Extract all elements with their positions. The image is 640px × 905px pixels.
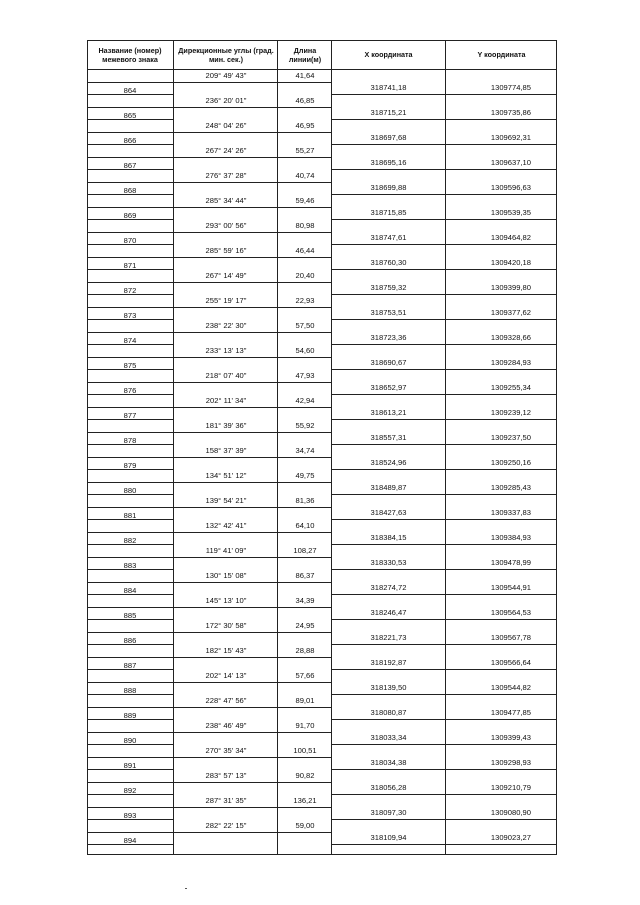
point-x-coordinate: 318695,16 xyxy=(370,157,407,167)
point-y-coordinate: 1309420,18 xyxy=(490,257,531,267)
segment-angle: 134° 51' 12" xyxy=(205,471,247,480)
row-divider xyxy=(173,407,331,408)
row-divider xyxy=(87,644,173,645)
row-divider xyxy=(173,432,331,433)
segment-length: 100,51 xyxy=(293,746,317,755)
row-divider xyxy=(87,807,173,808)
segment-length: 24,95 xyxy=(295,621,315,630)
segment-length: 46,95 xyxy=(295,121,315,130)
row-divider xyxy=(87,444,173,445)
row-divider xyxy=(331,619,556,620)
row-divider xyxy=(87,157,173,158)
segment-length: 34,39 xyxy=(295,596,315,605)
point-y-coordinate: 1309255,34 xyxy=(490,382,531,392)
point-name: 867 xyxy=(123,160,137,170)
point-name: 882 xyxy=(123,535,137,545)
point-y-coordinate: 1309566,64 xyxy=(490,657,531,667)
row-divider xyxy=(331,444,556,445)
row-divider xyxy=(87,432,173,433)
segment-angle: 181° 39' 36" xyxy=(205,421,247,430)
row-divider xyxy=(87,757,173,758)
point-name: 889 xyxy=(123,710,137,720)
row-divider xyxy=(331,594,556,595)
segment-length: 46,85 xyxy=(295,96,315,105)
row-divider xyxy=(87,719,173,720)
point-x-coordinate: 318699,88 xyxy=(370,182,407,192)
segment-angle: 182° 15' 43" xyxy=(205,646,247,655)
row-divider xyxy=(87,632,173,633)
point-y-coordinate: 1309285,43 xyxy=(490,482,531,492)
point-y-coordinate: 1309596,63 xyxy=(490,182,531,192)
point-x-coordinate: 318139,50 xyxy=(370,682,407,692)
point-y-coordinate: 1309284,93 xyxy=(490,357,531,367)
row-divider xyxy=(87,694,173,695)
point-y-coordinate: 1309399,43 xyxy=(490,732,531,742)
row-divider xyxy=(173,157,331,158)
row-divider xyxy=(87,394,173,395)
segment-angle: 218° 07' 40" xyxy=(205,371,247,380)
segment-length: 55,27 xyxy=(295,146,315,155)
row-divider xyxy=(173,282,331,283)
row-divider xyxy=(87,519,173,520)
point-y-coordinate: 1309250,16 xyxy=(490,457,531,467)
point-name: 872 xyxy=(123,285,137,295)
segment-angle: 172° 30' 58" xyxy=(205,621,247,630)
segment-angle: 276° 37' 28" xyxy=(205,171,247,180)
row-divider xyxy=(87,357,173,358)
row-divider xyxy=(331,819,556,820)
row-divider xyxy=(331,94,556,95)
row-divider xyxy=(173,82,331,83)
row-divider xyxy=(87,382,173,383)
row-divider xyxy=(173,257,331,258)
segment-angle: 238° 46' 49" xyxy=(205,721,247,730)
row-divider xyxy=(87,332,173,333)
segment-angle: 233° 13' 13" xyxy=(205,346,247,355)
point-x-coordinate: 318034,38 xyxy=(370,757,407,767)
row-divider xyxy=(173,132,331,133)
segment-length: 64,10 xyxy=(295,521,315,530)
row-divider xyxy=(331,219,556,220)
segment-angle: 293° 00' 56" xyxy=(205,221,247,230)
segment-angle: 287° 31' 35" xyxy=(205,796,247,805)
row-divider xyxy=(87,544,173,545)
segment-angle: 139° 54' 21" xyxy=(205,496,247,505)
row-divider xyxy=(87,319,173,320)
point-x-coordinate: 318109,94 xyxy=(370,832,407,842)
point-y-coordinate: 1309080,90 xyxy=(490,807,531,817)
row-divider xyxy=(331,794,556,795)
segment-angle: 202° 11' 34" xyxy=(205,396,247,405)
header-y-coordinate: Y координата xyxy=(477,50,526,59)
segment-length: 34,74 xyxy=(295,446,315,455)
segment-angle: 283° 57' 13" xyxy=(205,771,247,780)
segment-length: 59,00 xyxy=(295,821,315,830)
row-divider xyxy=(173,707,331,708)
row-divider xyxy=(87,507,173,508)
point-y-coordinate: 1309023,27 xyxy=(490,832,531,842)
row-divider xyxy=(87,419,173,420)
segment-length: 22,93 xyxy=(295,296,315,305)
point-x-coordinate: 318246,47 xyxy=(370,607,407,617)
point-name: 893 xyxy=(123,810,137,820)
point-x-coordinate: 318192,87 xyxy=(370,657,407,667)
row-divider xyxy=(173,607,331,608)
point-name: 892 xyxy=(123,785,137,795)
segment-angle: 248° 04' 26" xyxy=(205,121,247,130)
segment-length: 40,74 xyxy=(295,171,315,180)
row-divider xyxy=(331,419,556,420)
point-x-coordinate: 318741,18 xyxy=(370,82,407,92)
row-divider xyxy=(173,357,331,358)
point-y-coordinate: 1309237,50 xyxy=(490,432,531,442)
row-divider xyxy=(87,282,173,283)
row-divider xyxy=(87,469,173,470)
point-y-coordinate: 1309692,31 xyxy=(490,132,531,142)
point-name: 870 xyxy=(123,235,137,245)
row-divider xyxy=(331,694,556,695)
point-name: 878 xyxy=(123,435,137,445)
point-name: 884 xyxy=(123,585,137,595)
row-divider xyxy=(331,844,556,845)
point-name: 894 xyxy=(123,835,137,845)
row-divider xyxy=(87,619,173,620)
row-divider xyxy=(87,844,173,845)
segment-angle: 158° 37' 39" xyxy=(205,446,247,455)
row-divider xyxy=(331,169,556,170)
segment-angle: 238° 22' 30" xyxy=(205,321,247,330)
segment-length: 20,40 xyxy=(295,271,315,280)
row-divider xyxy=(173,757,331,758)
row-divider xyxy=(173,732,331,733)
row-divider xyxy=(87,182,173,183)
row-divider xyxy=(173,457,331,458)
row-divider xyxy=(331,194,556,195)
point-y-coordinate: 1309210,79 xyxy=(490,782,531,792)
point-y-coordinate: 1309399,80 xyxy=(490,282,531,292)
point-name: 879 xyxy=(123,460,137,470)
segment-length: 136,21 xyxy=(293,796,317,805)
point-x-coordinate: 318759,32 xyxy=(370,282,407,292)
point-name: 877 xyxy=(123,410,137,420)
segment-length: 46,44 xyxy=(295,246,315,255)
point-name: 871 xyxy=(123,260,137,270)
point-name: 890 xyxy=(123,735,137,745)
row-divider xyxy=(87,594,173,595)
point-x-coordinate: 318723,36 xyxy=(370,332,407,342)
row-divider xyxy=(331,394,556,395)
point-name: 883 xyxy=(123,560,137,570)
point-name: 869 xyxy=(123,210,137,220)
row-divider xyxy=(173,332,331,333)
point-name: 865 xyxy=(123,110,137,120)
row-divider xyxy=(331,319,556,320)
row-divider xyxy=(331,294,556,295)
point-y-coordinate: 1309377,62 xyxy=(490,307,531,317)
row-divider xyxy=(87,557,173,558)
point-y-coordinate: 1309539,35 xyxy=(490,207,531,217)
row-divider xyxy=(87,257,173,258)
segment-length: 89,01 xyxy=(295,696,315,705)
row-divider xyxy=(87,744,173,745)
scan-speck xyxy=(185,888,187,889)
point-y-coordinate: 1309774,85 xyxy=(490,82,531,92)
row-divider xyxy=(87,457,173,458)
row-divider xyxy=(87,532,173,533)
row-divider xyxy=(87,219,173,220)
segment-length: 80,98 xyxy=(295,221,315,230)
point-name: 866 xyxy=(123,135,137,145)
segment-angle: 285° 34' 44" xyxy=(205,196,247,205)
row-divider xyxy=(173,807,331,808)
point-y-coordinate: 1309328,66 xyxy=(490,332,531,342)
row-divider xyxy=(87,94,173,95)
header-point-name: Название (номер) межевого знака xyxy=(98,45,162,64)
header-bottom-border xyxy=(87,69,557,70)
point-x-coordinate: 318274,72 xyxy=(370,582,407,592)
segment-length: 57,50 xyxy=(295,321,315,330)
point-x-coordinate: 318056,28 xyxy=(370,782,407,792)
segment-length: 47,93 xyxy=(295,371,315,380)
row-divider xyxy=(87,494,173,495)
segment-length: 54,60 xyxy=(295,346,315,355)
row-divider xyxy=(173,782,331,783)
segment-angle: 228° 47' 56" xyxy=(205,696,247,705)
point-y-coordinate: 1309464,82 xyxy=(490,232,531,242)
row-divider xyxy=(87,782,173,783)
row-divider xyxy=(87,482,173,483)
point-y-coordinate: 1309544,91 xyxy=(490,582,531,592)
point-name: 885 xyxy=(123,610,137,620)
point-name: 868 xyxy=(123,185,137,195)
point-x-coordinate: 318652,97 xyxy=(370,382,407,392)
row-divider xyxy=(173,107,331,108)
row-divider xyxy=(331,144,556,145)
row-divider xyxy=(87,607,173,608)
point-x-coordinate: 318747,61 xyxy=(370,232,407,242)
row-divider xyxy=(173,682,331,683)
header-line-length: Длина линии(м) xyxy=(288,45,322,64)
row-divider xyxy=(87,682,173,683)
row-divider xyxy=(331,744,556,745)
point-name: 886 xyxy=(123,635,137,645)
segment-length: 86,37 xyxy=(295,571,315,580)
segment-length: 57,66 xyxy=(295,671,315,680)
segment-angle: 119° 41' 09" xyxy=(205,546,247,555)
row-divider xyxy=(87,657,173,658)
segment-length: 108,27 xyxy=(293,546,317,555)
segment-length: 49,75 xyxy=(295,471,315,480)
row-divider xyxy=(87,294,173,295)
point-x-coordinate: 318221,73 xyxy=(370,632,407,642)
point-y-coordinate: 1309477,85 xyxy=(490,707,531,717)
point-y-coordinate: 1309637,10 xyxy=(490,157,531,167)
segment-length: 28,88 xyxy=(295,646,315,655)
point-name: 874 xyxy=(123,335,137,345)
row-divider xyxy=(87,119,173,120)
header-x-coordinate: X координата xyxy=(364,50,413,59)
segment-angle: 132° 42' 41" xyxy=(205,521,247,530)
row-divider xyxy=(87,582,173,583)
row-divider xyxy=(87,307,173,308)
point-x-coordinate: 318384,15 xyxy=(370,532,407,542)
point-x-coordinate: 318330,53 xyxy=(370,557,407,567)
segment-angle: 202° 14' 13" xyxy=(205,671,247,680)
row-divider xyxy=(331,119,556,120)
segment-angle: 270° 35' 34" xyxy=(205,746,247,755)
segment-angle: 255° 19' 17" xyxy=(205,296,247,305)
row-divider xyxy=(173,482,331,483)
row-divider xyxy=(173,657,331,658)
point-y-coordinate: 1309564,53 xyxy=(490,607,531,617)
point-y-coordinate: 1309298,93 xyxy=(490,757,531,767)
segment-length: 90,82 xyxy=(295,771,315,780)
row-divider xyxy=(87,144,173,145)
point-name: 875 xyxy=(123,360,137,370)
row-divider xyxy=(87,169,173,170)
point-x-coordinate: 318489,87 xyxy=(370,482,407,492)
point-x-coordinate: 318080,87 xyxy=(370,707,407,717)
header-directional-angle: Дирекционные углы (град. мин. сек.) xyxy=(178,45,274,64)
point-y-coordinate: 1309544,82 xyxy=(490,682,531,692)
row-divider xyxy=(331,569,556,570)
segment-angle: 285° 59' 16" xyxy=(205,246,247,255)
segment-length: 91,70 xyxy=(295,721,315,730)
point-name: 880 xyxy=(123,485,137,495)
segment-length: 42,94 xyxy=(295,396,315,405)
row-divider xyxy=(87,707,173,708)
row-divider xyxy=(173,632,331,633)
row-divider xyxy=(173,207,331,208)
row-divider xyxy=(331,644,556,645)
row-divider xyxy=(87,232,173,233)
row-divider xyxy=(87,407,173,408)
point-x-coordinate: 318427,63 xyxy=(370,507,407,517)
row-divider xyxy=(173,307,331,308)
row-divider xyxy=(173,507,331,508)
row-divider xyxy=(87,819,173,820)
table-bottom-border xyxy=(87,854,557,855)
row-divider xyxy=(331,769,556,770)
segment-angle: 267° 14' 49" xyxy=(205,271,247,280)
row-divider xyxy=(87,82,173,83)
row-divider xyxy=(87,769,173,770)
row-divider xyxy=(173,832,331,833)
point-x-coordinate: 318613,21 xyxy=(370,407,407,417)
point-y-coordinate: 1309478,99 xyxy=(490,557,531,567)
point-x-coordinate: 318524,96 xyxy=(370,457,407,467)
segment-angle: 130° 15' 08" xyxy=(205,571,247,580)
row-divider xyxy=(173,382,331,383)
point-name: 881 xyxy=(123,510,137,520)
point-name: 888 xyxy=(123,685,137,695)
row-divider xyxy=(331,669,556,670)
row-divider xyxy=(87,269,173,270)
segment-angle: 267° 24' 26" xyxy=(205,146,247,155)
row-divider xyxy=(173,582,331,583)
point-y-coordinate: 1309735,86 xyxy=(490,107,531,117)
point-name: 887 xyxy=(123,660,137,670)
point-name: 876 xyxy=(123,385,137,395)
row-divider xyxy=(87,132,173,133)
point-y-coordinate: 1309337,83 xyxy=(490,507,531,517)
row-divider xyxy=(173,182,331,183)
row-divider xyxy=(331,344,556,345)
row-divider xyxy=(87,569,173,570)
point-x-coordinate: 318697,68 xyxy=(370,132,407,142)
point-x-coordinate: 318033,34 xyxy=(370,732,407,742)
segment-angle: 282° 22' 15" xyxy=(205,821,247,830)
row-divider xyxy=(87,344,173,345)
segment-length: 59,46 xyxy=(295,196,315,205)
point-x-coordinate: 318760,30 xyxy=(370,257,407,267)
point-x-coordinate: 318715,21 xyxy=(370,107,407,117)
row-divider xyxy=(87,244,173,245)
row-divider xyxy=(331,544,556,545)
row-divider xyxy=(173,532,331,533)
row-divider xyxy=(87,732,173,733)
point-name: 873 xyxy=(123,310,137,320)
point-y-coordinate: 1309567,78 xyxy=(490,632,531,642)
point-name: 864 xyxy=(123,85,137,95)
row-divider xyxy=(331,244,556,245)
point-y-coordinate: 1309384,93 xyxy=(490,532,531,542)
point-x-coordinate: 318690,67 xyxy=(370,357,407,367)
point-name: 891 xyxy=(123,760,137,770)
row-divider xyxy=(331,519,556,520)
row-divider xyxy=(331,494,556,495)
row-divider xyxy=(87,107,173,108)
point-x-coordinate: 318753,51 xyxy=(370,307,407,317)
row-divider xyxy=(331,719,556,720)
segment-angle: 145° 13' 10" xyxy=(205,596,247,605)
row-divider xyxy=(173,232,331,233)
row-divider xyxy=(87,832,173,833)
row-divider xyxy=(87,369,173,370)
boundary-coordinates-table xyxy=(87,40,557,854)
point-y-coordinate: 1309239,12 xyxy=(490,407,531,417)
row-divider xyxy=(87,794,173,795)
row-divider xyxy=(331,369,556,370)
row-divider xyxy=(331,269,556,270)
row-divider xyxy=(87,207,173,208)
row-divider xyxy=(173,557,331,558)
point-x-coordinate: 318557,31 xyxy=(370,432,407,442)
segment-angle: 209° 49' 43" xyxy=(205,71,247,80)
table-top-border xyxy=(87,40,557,41)
point-x-coordinate: 318715,85 xyxy=(370,207,407,217)
row-divider xyxy=(87,669,173,670)
segment-length: 81,36 xyxy=(295,496,315,505)
segment-length: 41,64 xyxy=(295,71,315,80)
row-divider xyxy=(331,469,556,470)
segment-length: 55,92 xyxy=(295,421,315,430)
row-divider xyxy=(87,194,173,195)
point-x-coordinate: 318097,30 xyxy=(370,807,407,817)
segment-angle: 236° 20' 01" xyxy=(205,96,247,105)
